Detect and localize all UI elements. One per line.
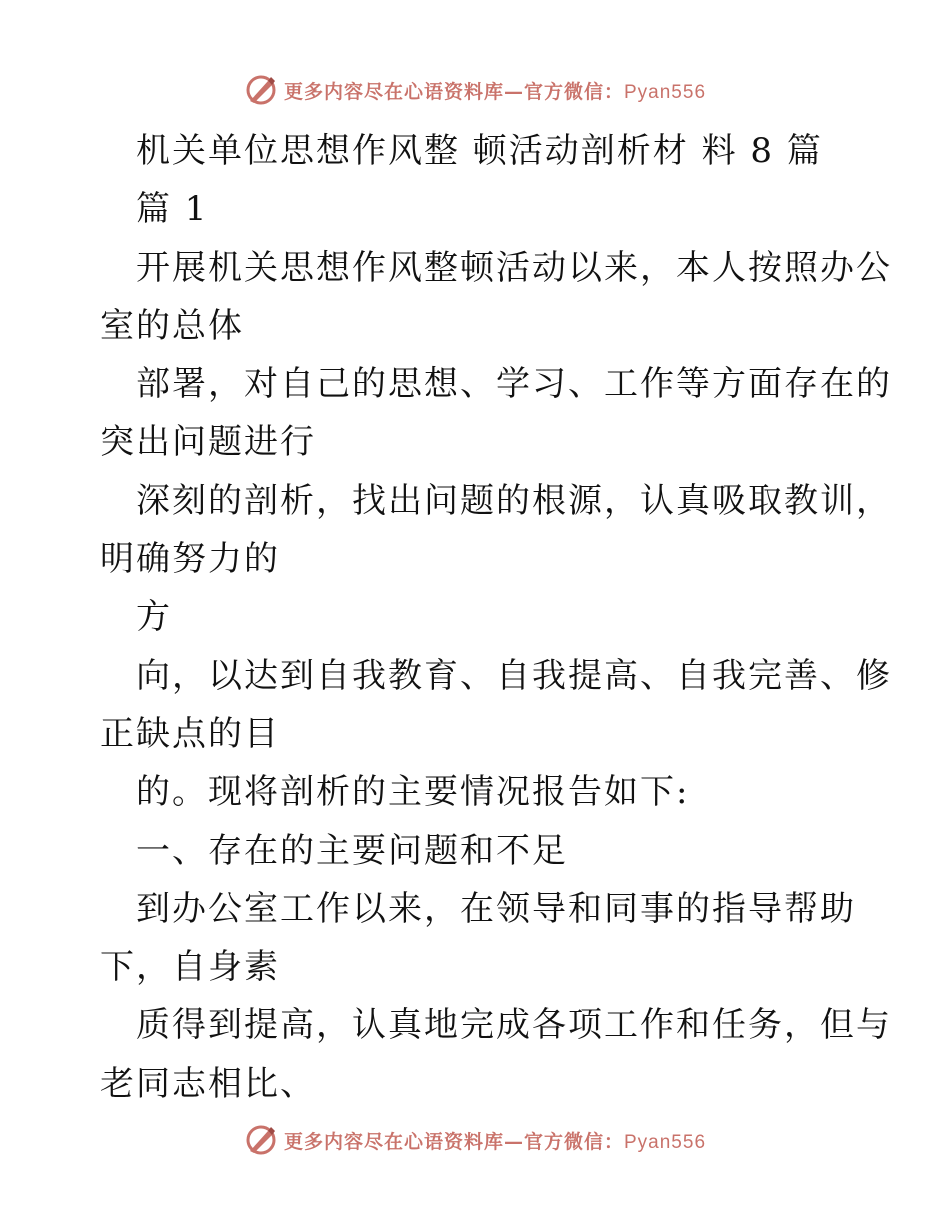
text-line: 方 [136,597,172,638]
banner-text: 更多内容尽在心语资料库—官方微信：Pyan556 [283,1130,707,1153]
text-line: 开展机关思想作风整顿活动以来，本人按照办公 [136,247,892,288]
text-line: 质得到提高，认真地完成各项工作和任务，但与 [136,1005,892,1046]
pen-logo-icon [244,73,278,107]
header-banner [0,70,950,110]
document-body [100,122,892,1113]
pen-logo-icon [244,1123,278,1157]
text-line: 向，以达到自我教育、自我提高、自我完善、修 [136,655,892,696]
banner-handle: Pyan556 [624,81,707,103]
banner-text: 更多内容尽在心语资料库—官方微信：Pyan556 [283,80,707,103]
text-line: 篇 1 [136,189,209,230]
text-line: 明确努力的 [100,539,280,580]
text-line: 一、存在的主要问题和不足 [136,830,568,871]
text-line: 深刻的剖析，找出问题的根源，认真吸取教训， [136,480,892,521]
text-line: 部署，对自己的思想、学习、工作等方面存在的 [136,364,892,405]
document-title: 机关单位思想作风整 顿活动剖析材 料 8 篇 [136,131,823,171]
banner-handle: Pyan556 [624,1131,707,1153]
text-line: 正缺点的目 [100,713,280,754]
text-line: 老同志相比、 [100,1063,316,1104]
footer-banner [0,1120,950,1160]
text-line: 室的总体 [100,305,244,346]
text-line: 的。现将剖析的主要情况报告如下: [136,772,690,813]
text-line: 到办公室工作以来，在领导和同事的指导帮助 [136,888,856,929]
text-line: 下，自身素 [100,947,280,988]
text-line: 突出问题进行 [100,422,316,463]
